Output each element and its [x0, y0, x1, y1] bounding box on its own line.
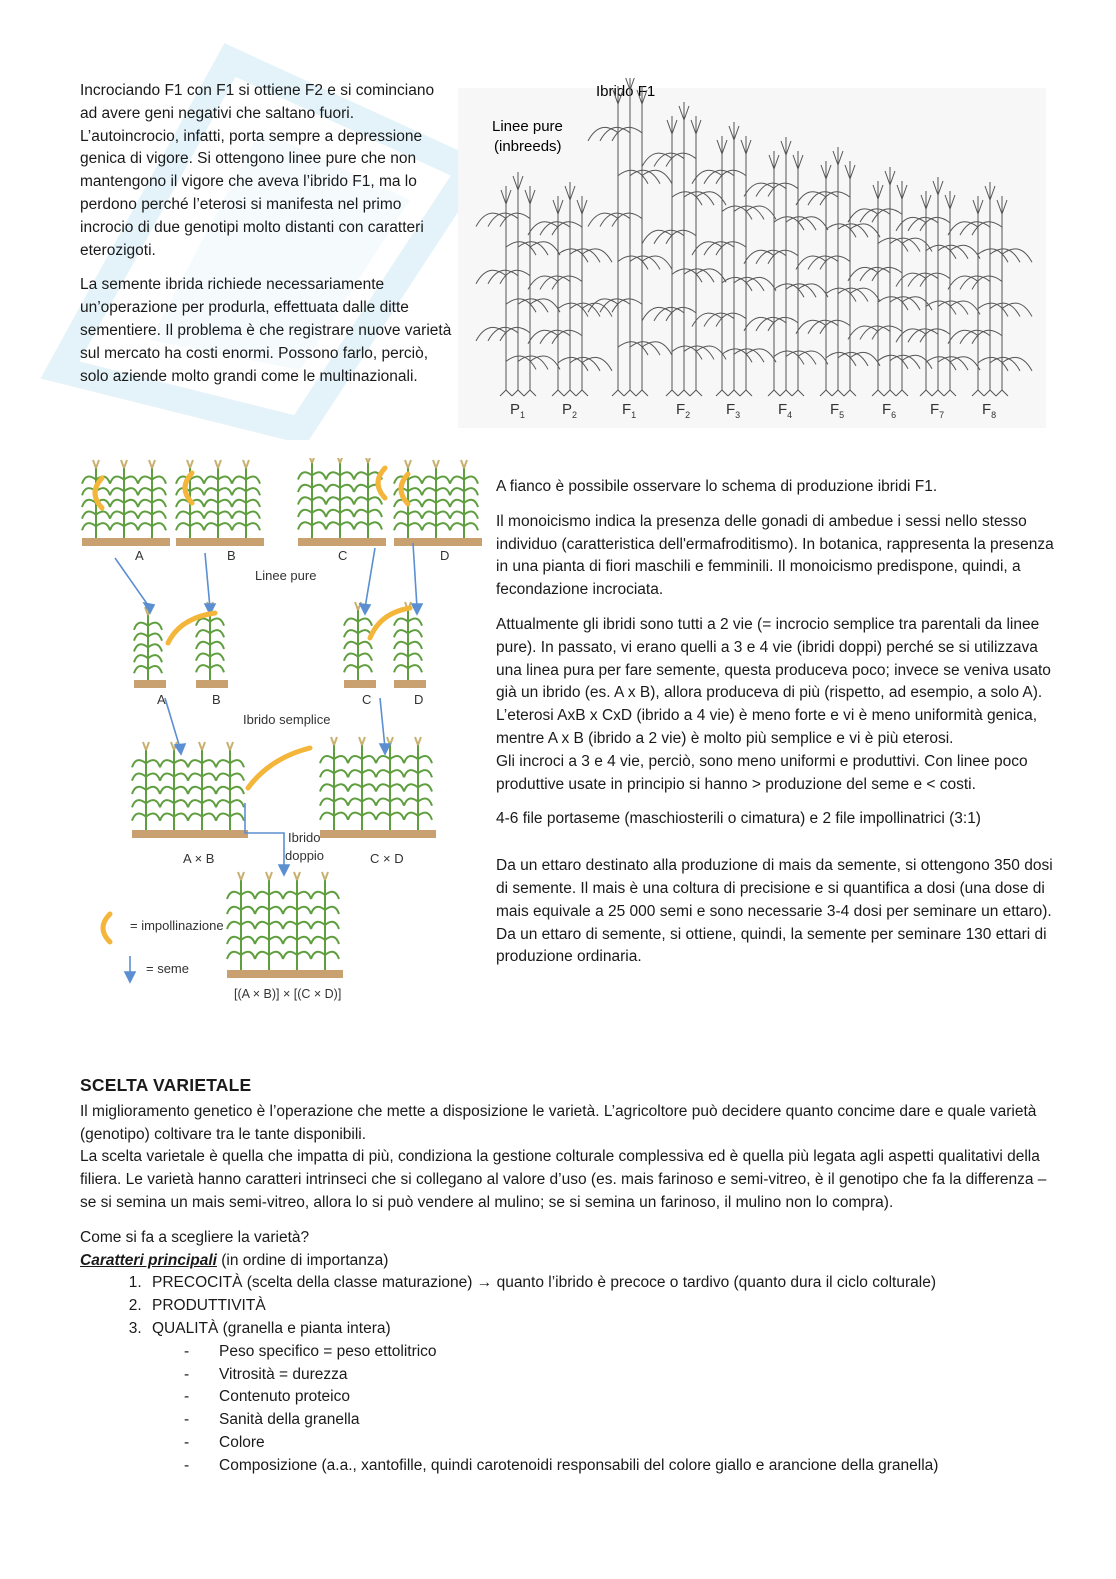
label-b-2: B: [212, 692, 221, 707]
right-paragraph-2: Il monoicismo indica la presenza delle gonadi di ambedue i sessi nello stesso individuo (caratteristica dell'ermafroditismo). In botanica, rappresenta la presenza in una pianta di fiori maschili e femminili. Il monoicismo predispone, quindi, a fecondazione incrociata.: [496, 512, 1054, 599]
generation-label: $F_4$: [778, 401, 793, 420]
label-c-1: C: [338, 548, 348, 563]
maize-plant: [232, 460, 260, 538]
maize-plant-group: [320, 737, 436, 838]
maize-plant-group: [227, 872, 343, 978]
label-b-1: B: [227, 548, 236, 563]
criteria-item-2-text: PRODUTTIVITÀ: [152, 1297, 266, 1315]
label-ibrido-f1: Ibrido F1: [596, 83, 656, 100]
right-paragraph-3: Attualmente gli ibridi sono tutti a 2 vie (= incrocio semplice tra parentali da linee pure). In passato, vi erano quelli a 3 e 4 vie (ibridi doppi) perché se si utilizzava una linea pura per fare semente, questa produceva poco; invece se veniva usato già un ibrido (es. A x B), allora produceva di più (rispetto, ad esempio, a solo A). L’eterosi AxB x CxD (ibrido a 4 vie) è meno forte e vi è meno uniformità genica, mentre A x B (ibrido a 2 vie) è molto più semplice e vi è più eterosi.: [496, 615, 1051, 747]
legend-seme: = seme: [146, 961, 189, 976]
maize-plant: [160, 742, 188, 830]
right-paragraph-1: A fianco è possibile osservare lo schema di produzione ibridi F1.: [496, 478, 938, 495]
criteria-item-3: [146, 1318, 1050, 1478]
section-title: SCELTA VARIETALE: [80, 1075, 252, 1095]
maize-plant: [320, 737, 348, 830]
criteria-item-1: [146, 1272, 1050, 1295]
maize-plant: [255, 872, 283, 970]
generations-figure: [458, 78, 1046, 428]
label-c-2: C: [362, 692, 372, 707]
quality-sublist: [152, 1341, 1050, 1478]
bottom-paragraph-1: Il miglioramento genetico è l’operazione che mette a disposizione le varietà. L’agricoltore può decidere quanto concime dare e quale varietà (genotipo) coltivare tra le tante disponibili.: [80, 1102, 1037, 1143]
quality-subitem: - Vitrosità = durezza: [182, 1364, 1050, 1387]
label-ibrido-doppio-2: doppio: [285, 848, 325, 863]
intro-paragraph-2: La semente ibrida richiede necessariamente un’operazione per produrla, effettuata dalle ditte sementiere. Il problema è che registrare nuove varietà sul mercato ha costi enormi. Possono farlo, perciò, solo aziende molto grandi come le multinazionali.: [80, 276, 452, 385]
maize-plant-group: [344, 602, 376, 688]
label-d-1: D: [440, 548, 450, 563]
maize-plant: [227, 872, 255, 970]
maize-plant-group: [394, 602, 426, 688]
label-cxd: C × D: [370, 851, 404, 866]
maize-plant: [134, 607, 162, 680]
maize-plant: [344, 602, 372, 680]
maize-plant: [132, 742, 160, 830]
bottom-question: Come si fa a scegliere la varietà?: [80, 1228, 310, 1246]
right-paragraph-6: Da un ettaro destinato alla produzione di mais da semente, si ottengono 350 dosi di semente. Il mais è una coltura di precisione e si quantifica a dosi (una dose di mais equivale a 25 000 semi e sono necessarie 3-4 dosi per seminare un ettaro). Da un ettaro di semente, si ottiene, quindi, la semente per seminare 130 ettari di produzione ordinaria.: [496, 857, 1053, 966]
maize-plant: [311, 872, 339, 970]
label-a-1: A: [135, 548, 144, 563]
maize-plant: [138, 460, 166, 538]
maize-plant: [354, 458, 382, 538]
maize-plant: [422, 460, 450, 538]
caratteri-heading: [80, 1250, 1050, 1273]
generation-label: $F_1$: [622, 401, 637, 420]
right-paragraph-4: Gli incroci a 3 e 4 vie, perciò, sono meno uniformi e produttivi. Con linee poco produttive usate in principio si hanno > produzione del seme e < costi.: [496, 752, 1028, 793]
criteria-item-1-detail: quanto l’ibrido è precoce o tardivo (quanto dura il ciclo colturale): [492, 1274, 936, 1292]
intro-text: [80, 80, 452, 400]
generation-label: $P_1$: [510, 401, 526, 420]
maize-plant: [298, 458, 326, 538]
label-linee-pure-scheme: Linee pure: [255, 568, 317, 583]
generation-label: $F_8$: [982, 401, 997, 420]
legend-impollinazione: = impollinazione: [130, 918, 224, 933]
maize-plant: [348, 737, 376, 830]
scelta-varietale-section: [80, 1074, 1050, 1478]
maize-plant-group: [134, 607, 166, 688]
maize-plant: [326, 458, 354, 538]
maize-plant: [216, 742, 244, 830]
quality-subitem: - Contenuto proteico: [182, 1386, 1050, 1409]
maize-plant: [110, 460, 138, 538]
caratteri-rest: (in ordine di importanza): [216, 1251, 389, 1269]
right-text: [496, 476, 1056, 981]
label-axb: A × B: [183, 851, 215, 866]
generation-label: $F_3$: [726, 401, 741, 420]
criteria-list: [80, 1272, 1050, 1477]
quality-subitem: - Composizione (a.a., xantofille, quindi carotenoidi responsabili del colore giallo e arancione della granella): [182, 1455, 1050, 1478]
criteria-item-2: [146, 1295, 1050, 1318]
generation-label: $F_5$: [830, 401, 845, 420]
label-a-2: A: [157, 692, 166, 707]
label-final-cross: [(A × B)] × [(C × D)]: [234, 987, 342, 1001]
maize-plant: [188, 742, 216, 830]
generation-label: $F_7$: [930, 401, 945, 420]
maize-plant-group: [132, 742, 248, 838]
criteria-item-1-text: PRECOCITÀ (scelta della classe maturazione): [152, 1274, 477, 1292]
maize-plant: [450, 460, 478, 538]
label-ibrido-semplice: Ibrido semplice: [243, 712, 331, 727]
generation-label: $P_2$: [562, 401, 578, 420]
criteria-item-3-text: QUALITÀ (granella e pianta intera): [152, 1319, 391, 1337]
quality-subitem: - Peso specifico = peso ettolitrico: [182, 1341, 1050, 1364]
maize-plant: [204, 460, 232, 538]
arrow-icon: →: [476, 1274, 493, 1292]
generation-label: $F_2$: [676, 401, 691, 420]
maize-plant: [376, 737, 404, 830]
bottom-paragraph-2: La scelta varietale è quella che impatta di più, condiziona la gestione colturale complessiva ed è quella più legata agli aspetti qualitativi della filiera. Le varietà hanno caratteri intrinseci che si collegano al valore d’uso (es. mais farinoso e semi-vitreo, è il genotipo che fa la differenza – se si semina un mais semi-vitreo, allora lo si può vendere al mulino; se si semina un farinoso, il mulino non lo compra).: [80, 1148, 1047, 1211]
maize-plant: [283, 872, 311, 970]
hybrid-scheme-figure: [80, 458, 488, 1010]
label-inbreeds: (inbreeds): [494, 138, 562, 155]
maize-plant: [404, 737, 432, 830]
label-linee-pure: Linee pure: [492, 118, 563, 135]
right-paragraph-5: 4-6 file portaseme (maschiosterili o cimatura) e 2 file impollinatrici (3:1): [496, 810, 981, 828]
generation-label: $F_6$: [882, 401, 897, 420]
label-d-2: D: [414, 692, 424, 707]
quality-subitem: - Sanità della granella: [182, 1409, 1050, 1432]
label-ibrido-doppio-1: Ibrido: [288, 830, 321, 845]
maize-plant-group: [298, 458, 386, 546]
caratteri-label: Caratteri principali: [80, 1251, 217, 1269]
quality-subitem: - Colore: [182, 1432, 1050, 1455]
intro-paragraph-1: Incrociando F1 con F1 si ottiene F2 e si cominciano ad avere geni negativi che saltano fuori. L’autoincrocio, infatti, porta sempre a depressione genica di vigore. Si ottengono linee pure che non mantengono il vigore che aveva l’ibrido F1, ma lo perdono perché l’eterosi si manifesta nel primo incrocio di due genotipi molto distanti con caratteri eterozigoti.: [80, 82, 435, 259]
